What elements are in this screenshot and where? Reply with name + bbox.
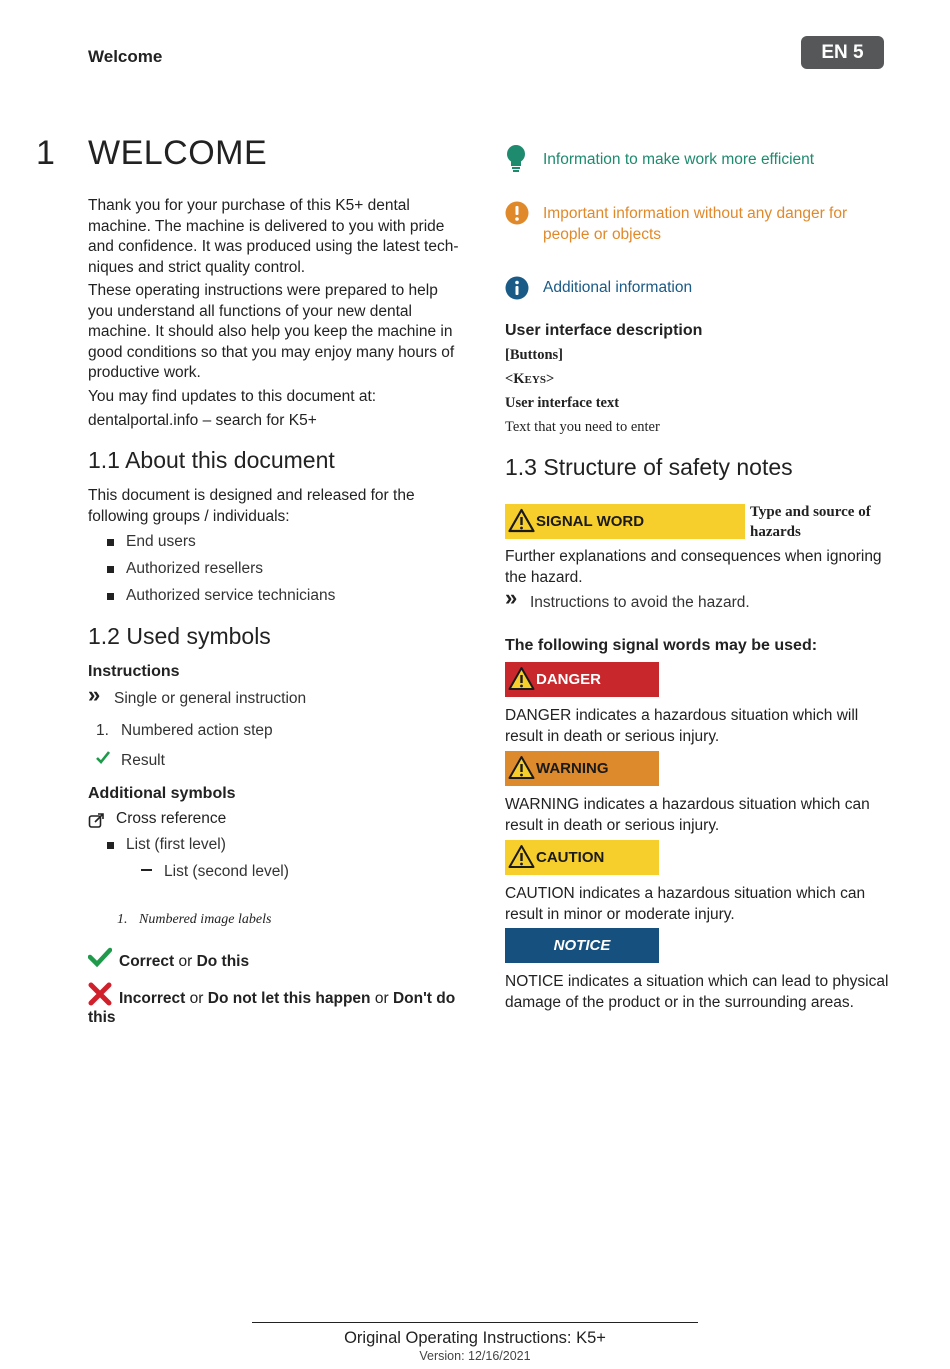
- ui-text-example: User interface text: [505, 395, 620, 411]
- keys-open: <K: [505, 371, 525, 387]
- section-1-3-title: 1.3 Structure of safety notes: [505, 454, 793, 480]
- keys-example: [505, 371, 554, 388]
- warning-banner: [505, 751, 659, 786]
- page-number-badge: EN 5: [801, 36, 884, 69]
- efficient-info-text: Information to make work more efficient: [543, 151, 815, 168]
- further-explanations: Further explanations and consequences when ignoring the hazard.: [505, 548, 882, 586]
- warning-triangle-icon: [508, 844, 535, 873]
- caution-banner: [505, 840, 659, 875]
- warning-triangle-icon: [508, 755, 535, 784]
- section-1-2-title: 1.2 Used symbols: [88, 623, 271, 649]
- instruction-arrow-icon: »: [88, 682, 101, 707]
- cross-reference: Cross reference: [116, 810, 227, 827]
- instruction-arrow-icon: »: [505, 585, 518, 610]
- bullet-marker: [107, 593, 114, 600]
- danger-text: DANGER indicates a hazardous situation which will result in death or serious injury.: [505, 707, 859, 745]
- correct-label: Correct: [119, 953, 175, 970]
- dont-do-label: Don't do: [392, 990, 456, 1007]
- incorrect-line: [119, 990, 469, 1008]
- or-text: or: [189, 990, 204, 1007]
- exclamation-icon: [505, 201, 529, 230]
- warning-label: WARNING: [536, 760, 609, 777]
- intro-paragraph-1: Thank you for your purchase of this K5+ dental machine. The machine is delivered to you with pride and confidence. It was produced using the latest tech-niques and strict quality control.: [88, 197, 459, 276]
- or-text: or: [178, 953, 193, 970]
- additional-symbols-heading: Additional symbols: [88, 785, 236, 802]
- list-item: Authorized service technicians: [126, 587, 336, 604]
- chapter-number: 1: [36, 134, 55, 172]
- signal-words-heading: The following signal words may be used:: [505, 637, 818, 654]
- intro-paragraph-3: You may find updates to this document at:: [88, 388, 377, 405]
- additional-info-text: Additional information: [543, 279, 693, 296]
- bullet-marker: [107, 566, 114, 573]
- danger-banner: [505, 662, 659, 697]
- image-label-text: Numbered image labels: [139, 912, 272, 927]
- caution-label: CAUTION: [536, 849, 605, 866]
- list-item: End users: [126, 533, 196, 550]
- danger-label: DANGER: [536, 671, 602, 688]
- external-link-icon: [88, 812, 105, 834]
- numbered-step: Numbered action step: [121, 722, 273, 739]
- step-number: 1.: [96, 722, 109, 739]
- footer-title: Original Operating Instructions: K5+: [344, 1329, 606, 1347]
- signal-word-label: SIGNAL WORD: [536, 513, 645, 530]
- footer-rule: [252, 1322, 698, 1323]
- keys-close: >: [545, 371, 555, 387]
- incorrect-cross-icon: [88, 982, 112, 1011]
- or-text: or: [374, 990, 389, 1007]
- notice-text: NOTICE indicates a situation which can lead to physical damage of the product or in the surrounding areas.: [505, 973, 889, 1011]
- list-first-level: List (first level): [126, 836, 226, 853]
- correct-check-icon: [88, 947, 112, 972]
- ui-description-heading: User interface description: [505, 322, 703, 339]
- footer-version: Version: 12/16/2021: [419, 1349, 531, 1363]
- lightbulb-icon: [505, 144, 527, 177]
- about-text: This document is designed and released for the following groups / individuals:: [88, 487, 415, 525]
- incorrect-label: Incorrect: [119, 990, 186, 1007]
- caution-text: CAUTION indicates a hazardous situation which can result in minor or moderate injury.: [505, 885, 866, 923]
- result-text: Result: [121, 752, 165, 769]
- warning-text: WARNING indicates a hazardous situation which can result in death or serious injury.: [505, 796, 870, 834]
- running-header: Welcome: [88, 47, 163, 66]
- info-icon: [505, 276, 529, 305]
- correct-line: [119, 953, 249, 971]
- warning-triangle-icon: [508, 508, 535, 537]
- warning-triangle-icon: [508, 666, 535, 695]
- intro-paragraph-2: These operating instructions were prepared to help you understand all functions of your new dental machine. It should also help you keep the machine in good conditions so that you may enjoy many hours of productive work.: [88, 282, 455, 381]
- notice-banner: [505, 928, 659, 963]
- type-source-text: Type and source of hazards: [750, 504, 871, 540]
- section-1-1-title: 1.1 About this document: [88, 447, 335, 473]
- enter-text-example: Text that you need to enter: [505, 419, 660, 435]
- notice-label: NOTICE: [553, 937, 611, 954]
- single-instruction: Single or general instruction: [114, 690, 307, 707]
- signal-word-banner: [505, 504, 745, 539]
- keys-small: EYS: [524, 374, 546, 386]
- buttons-example: [Buttons]: [505, 347, 564, 363]
- dash-marker: [141, 869, 152, 871]
- bullet-marker: [107, 842, 114, 849]
- dont-do-continuation: this: [88, 1009, 116, 1026]
- chapter-title: WELCOME: [88, 134, 268, 172]
- list-item: Authorized resellers: [126, 560, 263, 577]
- do-not-let-label: Do not let this happen: [207, 990, 371, 1007]
- important-info-text: Important information without any danger for people or objects: [543, 205, 848, 243]
- list-second-level: List (second level): [164, 863, 289, 880]
- image-label-number: 1.: [117, 912, 128, 927]
- bullet-marker: [107, 539, 114, 546]
- avoid-instructions: Instructions to avoid the hazard.: [530, 594, 750, 611]
- result-check-icon: [96, 751, 110, 769]
- instructions-heading: Instructions: [88, 663, 180, 680]
- do-this-label: Do this: [196, 953, 250, 970]
- portal-link[interactable]: dentalportal.info – search for K5+: [88, 412, 317, 429]
